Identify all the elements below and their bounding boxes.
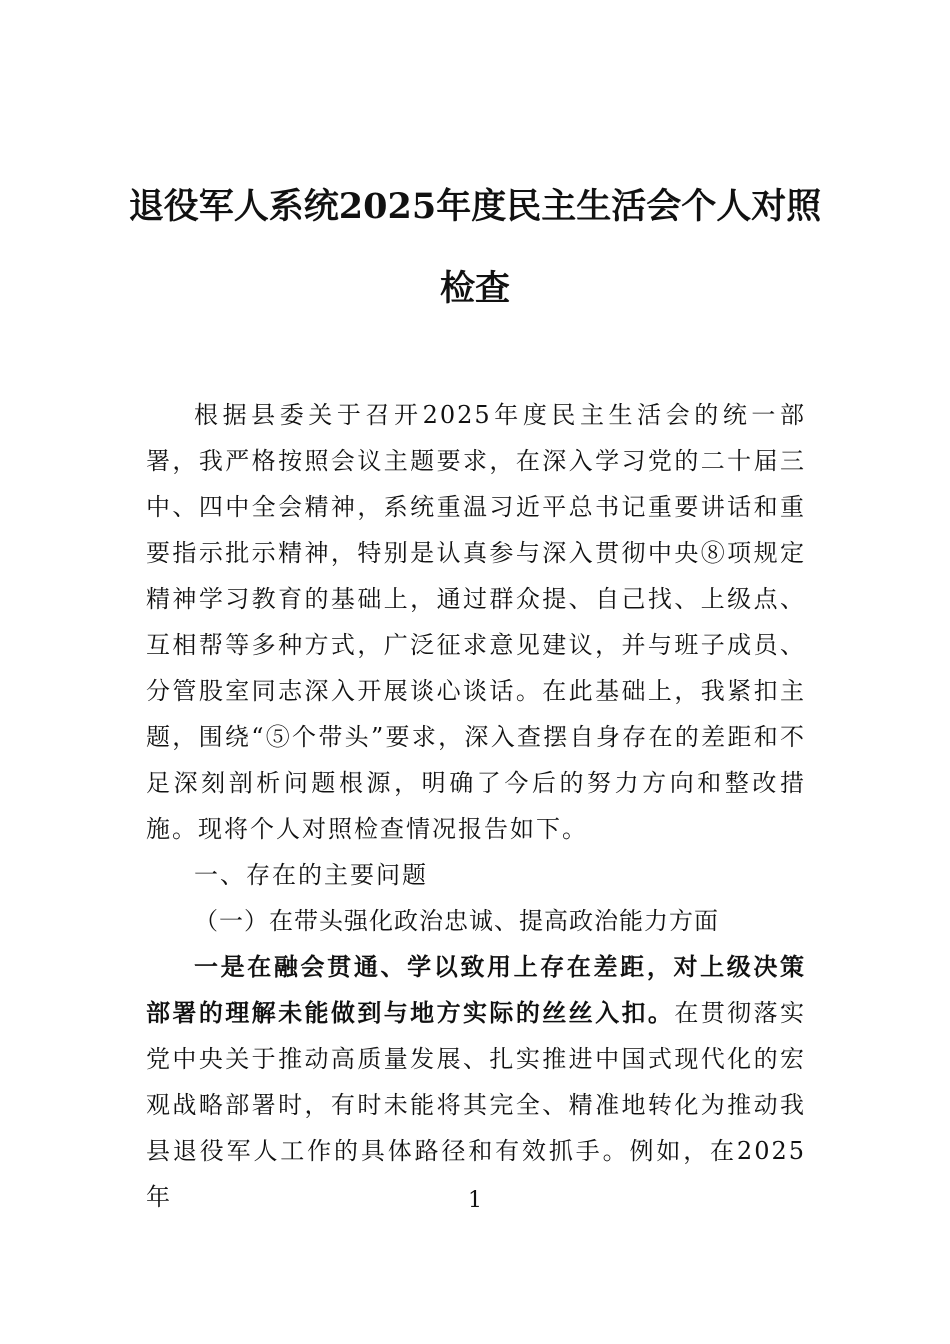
point-body-text: 在贯彻落实党中央关于推动高质量发展、扎实推进中国式现代化的宏观战略部署时，有时未能将其完全、精准地转化为推动我县退役军人工作的具体路径和有效抓手。例如，在2025年	[146, 999, 807, 1211]
page-number: 1	[468, 1188, 482, 1213]
point-lead-text: 一是在融会贯通、学以致用上存在差距，对上级决策部署的理解未能做到与地方实际的丝丝入扣。	[146, 952, 806, 1027]
subsection-heading: （一）在带头强化政治忠诚、提高政治能力方面	[194, 907, 719, 935]
section-heading: 一、存在的主要问题	[194, 861, 428, 889]
intro-paragraph: 根据县委关于召开2025年度民主生活会的统一部署，我严格按照会议主题要求，在深入学习党的二十届三中、四中全会精神，系统重温习近平总书记重要讲话和重要指示批示精神，特别是认真参与深入贯彻中央⑧项规定精神学习教育的基础上，通过群众提、自己找、上级点、互相帮等多种方式，广泛征求意见建议，并与班子成员、分管股室同志深入开展谈心谈话。在此基础上，我紧扣主题，围绕“⑤个带头”要求，深入查摆自身存在的差距和不足深刻剖析问题根源，明确了今后的努力方向和整改措施。现将个人对照检查情况报告如下。	[146, 401, 806, 843]
document-body	[146, 392, 806, 1220]
document-title: 退役军人系统2025年度民主生活会个人对照检查	[128, 186, 822, 309]
point-paragraph	[146, 944, 806, 1220]
